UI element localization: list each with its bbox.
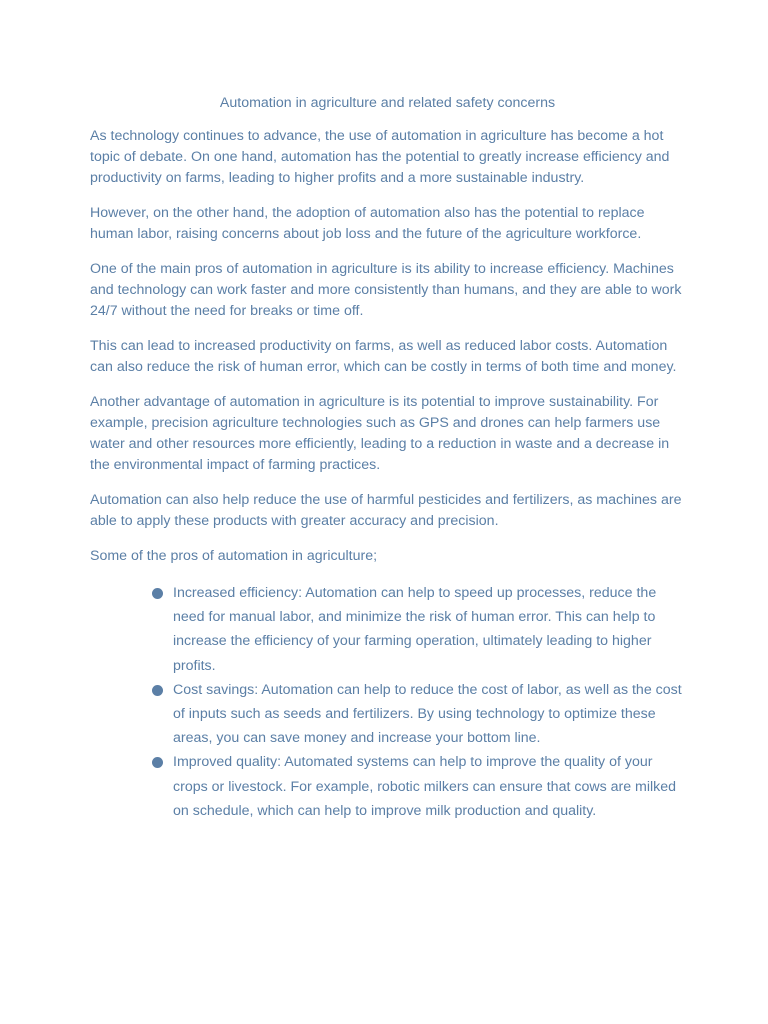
list-item (173, 750, 685, 823)
paragraph-2: However, on the other hand, the adoption of automation also has the potential to replace human labor, raising concerns about job loss and the future of the agriculture workforce. (90, 205, 645, 242)
list-item-text: Cost savings: Automation can help to reduce the cost of labor, as well as the cost of inputs such as seeds and fertilizers. By using technology to optimize these areas, you can save money and increase your bottom line. (173, 681, 682, 747)
list-item-text: Improved quality: Automated systems can help to improve the quality of your crops or livestock. For example, robotic milkers can ensure that cows are milked on schedule, which can help to improve milk production and quality. (173, 754, 677, 819)
document-title: Automation in agriculture and related safety concerns (219, 95, 556, 111)
list-intro: Some of the pros of automation in agriculture; (90, 548, 378, 564)
paragraph-6: Automation can also help reduce the use of harmful pesticides and fertilizers, as machines are able to apply these products with greater accuracy and precision. (90, 492, 682, 529)
paragraph-3: One of the main pros of automation in agriculture is its ability to increase efficiency. Machines and technology can work faster and more consistently than humans, and they are able to work 24/7 without the need for breaks or time off. (90, 261, 682, 319)
paragraph-4: This can lead to increased productivity on farms, as well as reduced labor costs. Automation can also reduce the risk of human error, which can be costly in terms of both time and money. (90, 338, 677, 375)
list-item (173, 678, 685, 751)
paragraph-1: As technology continues to advance, the use of automation in agriculture has become a hot topic of debate. On one hand, automation has the potential to greatly increase efficiency and productivity on farms, leading to higher profits and a more sustainable industry. (90, 128, 670, 186)
bullet-dot-icon (152, 685, 163, 696)
bullet-dot-icon (152, 588, 163, 599)
pros-list (90, 581, 685, 823)
document-page (90, 92, 685, 823)
list-item-text: Increased efficiency: Automation can help to speed up processes, reduce the need for manual labor, and minimize the risk of human error. This can help to increase the efficiency of your farming operation, ultimately leading to higher profits. (173, 585, 657, 674)
bullet-dot-icon (152, 757, 163, 768)
list-item (173, 581, 685, 678)
paragraph-5: Another advantage of automation in agriculture is its potential to improve sustainability. For example, precision agriculture technologies such as GPS and drones can help farmers use water and other resources more efficiently, leading to a reduction in waste and a decrease in the environmental impact of farming practices. (90, 394, 670, 473)
